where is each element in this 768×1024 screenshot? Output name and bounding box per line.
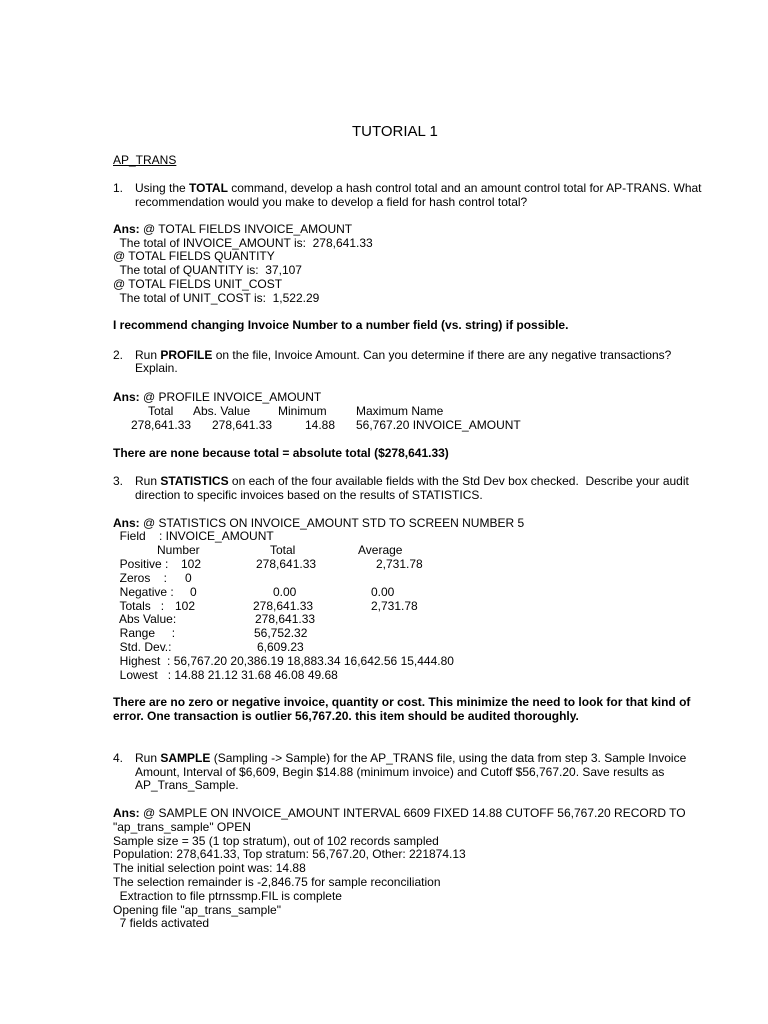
profile-value-abs-value: 278,641.33 [212,418,273,432]
stats-range-value: 56,752.32 [254,626,308,640]
answer-line: 7 fields activated [113,916,210,930]
stats-field: Field : INVOICE_AMOUNT [113,529,274,543]
stats-row-number: 102 [181,557,202,571]
stats-std-value: 6,609.23 [257,640,304,654]
stats-header-average: Average [358,543,403,557]
answer-note: There are none because total = absolute total ($278,641.33) [113,446,449,460]
stats-highest: Highest : 56,767.20 20,386.19 18,883.34 16,642.56 15,444.80 [113,654,454,668]
question-text-line: direction to specific invoices based on the results of STATISTICS. [135,488,483,502]
question-text-line: Amount, Interval of $6,609, Begin $14.88 (minimum invoice) and Cutoff $56,767.20. Save results as [135,765,665,779]
question-text-line: Run SAMPLE (Sampling -> Sample) for the AP_TRANS file, using the data from step 3. Sample Invoice [135,751,687,765]
question-text-line: Run PROFILE on the file, Invoice Amount. Can you determine if there are any negative transactions? [135,348,672,362]
answer-line: @ TOTAL FIELDS QUANTITY [113,249,275,263]
question-number: 1. [113,181,124,195]
section-heading: AP_TRANS [113,153,177,167]
answer-line: Ans: @ SAMPLE ON INVOICE_AMOUNT INTERVAL 6609 FIXED 14.88 CUTOFF 56,767.20 RECORD TO [113,806,686,820]
answer-line: "ap_trans_sample" OPEN [113,820,251,834]
stats-row-average: 0.00 [371,585,395,599]
answer-line: Ans: @ TOTAL FIELDS INVOICE_AMOUNT [113,222,353,236]
question-number: 3. [113,474,124,488]
answer-line: Extraction to file ptrnssmp.FIL is complete [113,889,342,903]
stats-abs-label: Abs Value: [113,612,177,626]
stats-row-label: Negative : [113,585,174,599]
stats-row-number: 0 [190,585,197,599]
profile-header-total: Total [148,404,174,418]
question-text-line: Using the TOTAL command, develop a hash control total and an amount control total for AP-TRANS. What [135,181,702,195]
answer-line: Population: 278,641.33, Top stratum: 56,767.20, Other: 221874.13 [113,847,466,861]
stats-row-number: 0 [185,571,192,585]
stats-row-total: 278,641.33 [253,599,314,613]
stats-row-label: Zeros : [113,571,168,585]
stats-std-label: Std. Dev.: [113,640,172,654]
profile-value-minimum: 14.88 [305,418,336,432]
profile-value-maximum-name: 56,767.20 INVOICE_AMOUNT [356,418,521,432]
stats-row-label: Positive : [113,557,169,571]
question-text-line: Run STATISTICS on each of the four available fields with the Std Dev box checked. Describe your audit [135,474,689,488]
answer-line: The selection remainder is -2,846.75 for sample reconciliation [113,875,441,889]
profile-header-abs-value: Abs. Value [193,404,251,418]
stats-row-total: 278,641.33 [256,557,317,571]
stats-row-total: 0.00 [273,585,297,599]
answer-line: The total of UNIT_COST is: 1,522.29 [113,291,320,305]
answer-line: The total of INVOICE_AMOUNT is: 278,641.33 [113,236,373,250]
question-text-line: AP_Trans_Sample. [135,778,239,792]
answer-note: error. One transaction is outlier 56,767.20. this item should be audited thoroughly. [113,709,579,723]
question-text-line: recommendation would you make to develop a field for hash control total? [135,195,528,209]
answer-line: Ans: @ STATISTICS ON INVOICE_AMOUNT STD TO SCREEN NUMBER 5 [113,516,525,530]
stats-lowest: Lowest : 14.88 21.12 31.68 46.08 49.68 [113,668,338,682]
answer-line: Ans: @ PROFILE INVOICE_AMOUNT [113,390,322,404]
stats-row-number: 102 [175,599,196,613]
question-text-line: Explain. [135,361,178,375]
stats-row-average: 2,731.78 [376,557,423,571]
answer-note: There are no zero or negative invoice, quantity or cost. This minimize the need to look for that kind of [113,695,691,709]
question-number: 2. [113,348,124,362]
question-number: 4. [113,751,124,765]
answer-line: The initial selection point was: 14.88 [113,861,306,875]
profile-value-total: 278,641.33 [131,418,192,432]
answer-line: Opening file "ap_trans_sample" [113,903,281,917]
answer-line: @ TOTAL FIELDS UNIT_COST [113,277,283,291]
stats-header-number: Number [157,543,200,557]
answer-note: I recommend changing Invoice Number to a number field (vs. string) if possible. [113,318,569,332]
stats-row-label: Totals : [113,599,165,613]
stats-row-average: 2,731.78 [371,599,418,613]
answer-line: Sample size = 35 (1 top stratum), out of 102 records sampled [113,834,439,848]
stats-header-total: Total [270,543,296,557]
profile-header-minimum: Minimum [278,404,327,418]
profile-header-maximum-name: Maximum Name [356,404,444,418]
answer-line: The total of QUANTITY is: 37,107 [113,263,302,277]
page-title: TUTORIAL 1 [352,123,438,140]
stats-range-label: Range : [113,626,176,640]
stats-abs-value: 278,641.33 [255,612,316,626]
